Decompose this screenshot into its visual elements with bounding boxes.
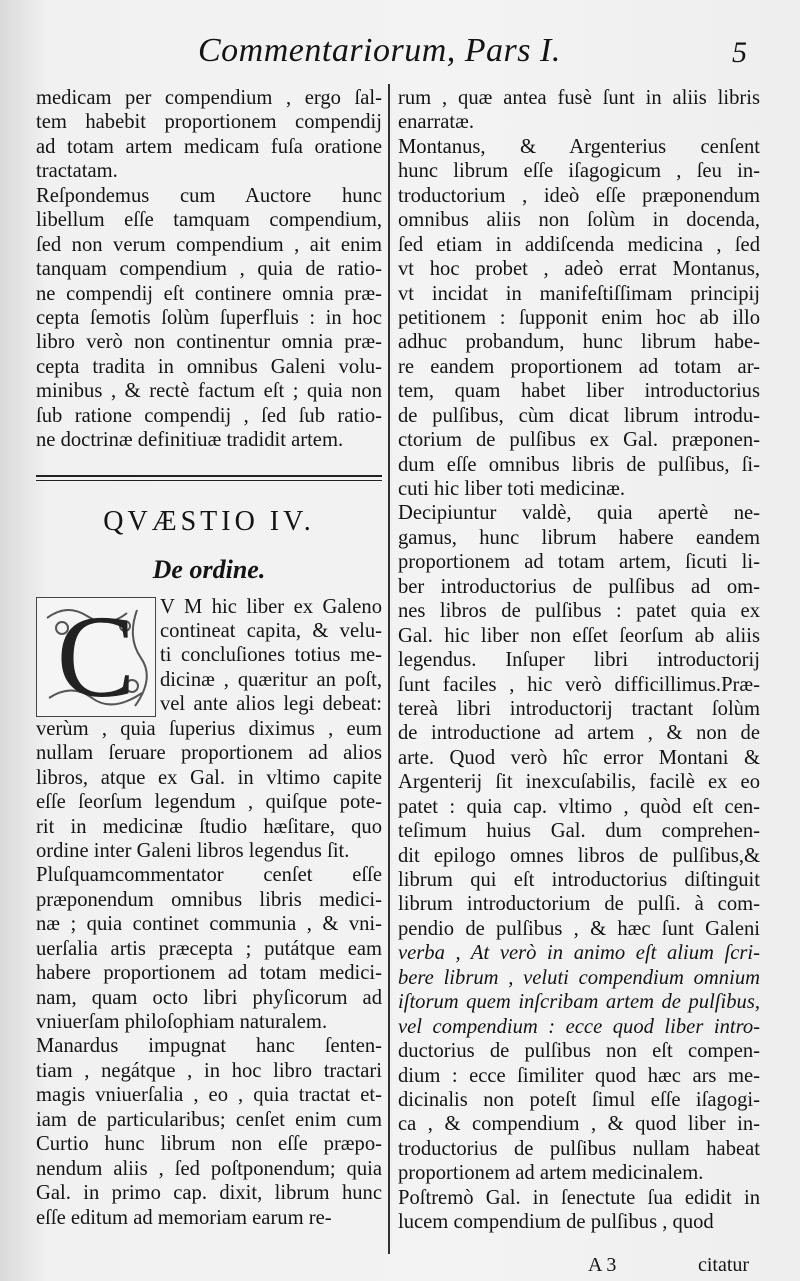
text-line: Curtio hunc librum non eſſe præpo- <box>36 1133 382 1156</box>
text-line: hunc librum eſſe iſagogicum , ſeu in- <box>398 160 760 183</box>
drop-cap-letter: C <box>56 590 136 722</box>
text-line: vt hoc probet , adeò errat Montanus, <box>398 258 760 281</box>
text-line: Pluſquamcommentator cenſet eſſe <box>36 864 382 887</box>
text-line: ad totam artem medicam fuſa oratione <box>36 135 382 158</box>
text-line: verùm , quia ſuperius diximus , eum <box>36 717 382 740</box>
text-line: Gal. in primo cap. dixit, librum hunc <box>36 1182 382 1205</box>
text-line: teſimum huius Gal. dum comprehen- <box>398 820 760 843</box>
text-line: uerſalia artis præcepta ; putátque eam <box>36 937 382 960</box>
text-line: contineat capita, & velu- <box>160 620 382 642</box>
text-line: libro verò non continentur omnia præ- <box>36 331 382 354</box>
text-line: ber introductorius de pulſibus ad om- <box>398 575 760 598</box>
section-divider-thin <box>36 480 382 481</box>
text-line: tiam , negátque , in hoc libro tractari <box>36 1059 382 1082</box>
left-bottom-text <box>36 717 382 1230</box>
text-line: bere librum , veluti compendium omnium <box>398 966 760 989</box>
text-line: librum introductorium de pulſi. à com- <box>398 893 760 916</box>
text-line: ſub ratione compendij , ſed ſub ratio- <box>36 404 382 427</box>
decorated-initial-icon <box>36 590 156 722</box>
text-line: minibus , & rectè factum eſt ; quia non <box>36 380 382 403</box>
text-line: rit in medicinæ ſtudio hæſitare, quo <box>36 815 382 838</box>
catchword: citatur <box>698 1254 750 1276</box>
left-top-text <box>36 86 382 453</box>
text-line: de pulſibus, cùm dicat librum introdu- <box>398 404 760 427</box>
text-line: petitionem : ſupponit enim hoc ab illo <box>398 306 760 329</box>
text-line: nes libros de pulſibus : patet quia ex <box>398 600 760 623</box>
text-line: ne compendij eſt continere omnia præ- <box>36 282 382 305</box>
text-line: nullam ſeruare proportionem ad alios <box>36 742 382 765</box>
text-line: cepta tradita in omnibus Galeni volu- <box>36 355 382 378</box>
right-text <box>398 86 760 1235</box>
text-line: dicinæ , quæritur an poſt, <box>160 668 382 691</box>
text-line: Manardus impugnat hanc ſenten- <box>36 1035 382 1058</box>
text-line: dicinalis non poteſt ſimul eſſe iſagogi- <box>398 1088 760 1111</box>
text-line: Montanus, & Argenterius cenſent <box>398 135 760 158</box>
text-line: iam de particularibus; cenſet enim cum <box>36 1108 382 1131</box>
text-line: Reſpondemus cum Auctore hunc <box>36 184 382 207</box>
text-line: libros, atque ex Gal. in vltimo capite <box>36 766 382 789</box>
text-line: ſunt faciles , hic verò difficillimus.Præ- <box>398 673 760 696</box>
text-line: Poſtremò Gal. in ſenectute ſua edidit in <box>398 1186 760 1209</box>
signature-mark: A 3 <box>588 1254 617 1276</box>
text-line: de introductione ad artem , & non de <box>398 722 760 745</box>
initial-paragraph <box>36 590 382 722</box>
text-line: præponendum omnibus libris medici- <box>36 888 382 911</box>
text-line: iſtorum quem inſcribam artem de pulſibus, <box>398 991 760 1014</box>
text-line: Gal. hic liber non eſſet ſeorſum ab aliis <box>398 624 760 647</box>
section-subtitle: De ordine. <box>152 554 266 584</box>
text-line: tractatam. <box>36 160 118 183</box>
text-line: ordine inter Galeni libros legendus ſit. <box>36 839 350 862</box>
text-line: patet : quia cap. vltimo , quòd eſt cen- <box>398 795 760 818</box>
text-line: vt incidat in manifeſtiſſimam principij <box>398 282 760 305</box>
text-line: librum qui eſt introductorius diſtinguit <box>398 869 760 891</box>
text-line: tem, quam habet liber introductorius <box>398 380 760 403</box>
text-line: cepta ſemotis ſolùm ſuperfluis : in hoc <box>36 306 382 329</box>
text-line: Argenterij ſit inexcuſabilis, facilè ex eo <box>398 771 760 794</box>
text-line: ductorius de pulſibus non eſt compen- <box>398 1040 760 1063</box>
text-line: proportionem ad totam artem, ſicuti li- <box>398 551 760 574</box>
right-column <box>398 86 760 1235</box>
text-line: ſed non verum compendium , ait enim <box>36 233 382 256</box>
text-line: dit epilogo omnes libros de pulſibus,& <box>398 844 760 867</box>
text-line: V M hic liber ex Galeno <box>160 595 382 618</box>
text-line: ca , & compendium , & quod liber in- <box>398 1113 760 1136</box>
page-number: 5 <box>732 36 747 69</box>
text-line: gamus, hunc librum habere eandem <box>398 526 760 549</box>
running-title: Commentariorum, Pars I. <box>198 32 561 69</box>
text-line: dium : ecce ſimiliter quod hæc ars me- <box>398 1064 760 1087</box>
quaestio-heading: QVÆSTIO IV. <box>103 505 315 537</box>
text-line: lucem compendium de pulſibus , quod <box>398 1211 714 1234</box>
text-line: næ ; quia continet communia , & vni- <box>36 913 382 936</box>
text-line: rum , quæ antea fusè ſunt in aliis libris <box>398 87 760 109</box>
text-line: nam, quam octo libri phyſicorum ad <box>36 986 382 1009</box>
text-line: legendus. Inſuper libri introductorij <box>398 649 760 672</box>
left-column <box>36 86 382 1230</box>
text-line: tem habebit proportionem compendij <box>36 111 382 134</box>
text-line: nendum aliis , ſed poſtponendum; quia <box>36 1157 382 1180</box>
text-line: eſſe ſeorſum legendum , quiſque pote- <box>36 791 382 814</box>
text-line: troductorium , ideò eſſe præponendum <box>398 184 760 207</box>
text-line: enarratæ. <box>398 111 475 134</box>
text-line: libellum eſſe tamquam compendium, <box>36 209 382 232</box>
column-rule <box>388 84 390 1254</box>
page-header <box>0 28 800 78</box>
text-line: pendio de pulſibus , & hæc ſunt Galeni <box>398 917 760 940</box>
text-line: tereà libri introductorij tractant ſolùm <box>398 697 760 720</box>
text-line: vel ante alios legi debeat: <box>160 693 382 716</box>
text-line: cuti hic liber toti medicinæ. <box>398 478 626 500</box>
text-line: Decipiuntur valdè, quia apertè ne- <box>398 502 760 525</box>
text-line: omnibus aliis non ſolùm in docenda, <box>398 209 760 232</box>
text-line: eſſe editum ad memoriam earum re- <box>36 1206 332 1229</box>
text-line: magis vniuerſalia , eo , quia tractat et- <box>36 1084 382 1107</box>
text-line: ctorium de pulſibus ex Gal. præponen- <box>398 429 760 452</box>
text-line: re eandem proportionem ad totam ar- <box>398 355 760 378</box>
text-line: ne doctrinæ definitiuæ tradidit artem. <box>36 429 344 452</box>
text-line: proportionem ad artem medicinalem. <box>398 1162 704 1185</box>
text-line: arte. Quod verò hîc error Montani & <box>398 746 760 769</box>
text-line: dum eſſe omnibus libris de pulſibus, ſi- <box>398 453 760 476</box>
text-line: vniuerſam philoſophiam naturalem. <box>36 1011 328 1033</box>
text-line: troductorius de pulſibus nullam habeat <box>398 1137 760 1160</box>
section-divider <box>36 475 382 477</box>
text-line: ſed etiam in addiſcenda medicina , ſed <box>398 233 760 256</box>
text-line: tanquam compendium , quia de ratio- <box>36 258 382 281</box>
text-line: ti concluſiones totius me- <box>160 644 382 667</box>
text-line: verba , At verò in animo eſt alium ſcri- <box>398 942 760 965</box>
text-line: habere proportionem ad totam medici- <box>36 962 382 985</box>
text-line: adhuc probandum, hunc librum habe- <box>398 331 760 354</box>
text-line: vel compendium : ecce quod liber intro- <box>398 1015 760 1038</box>
text-line: medicam per compendium , ergo ſal- <box>36 87 382 109</box>
